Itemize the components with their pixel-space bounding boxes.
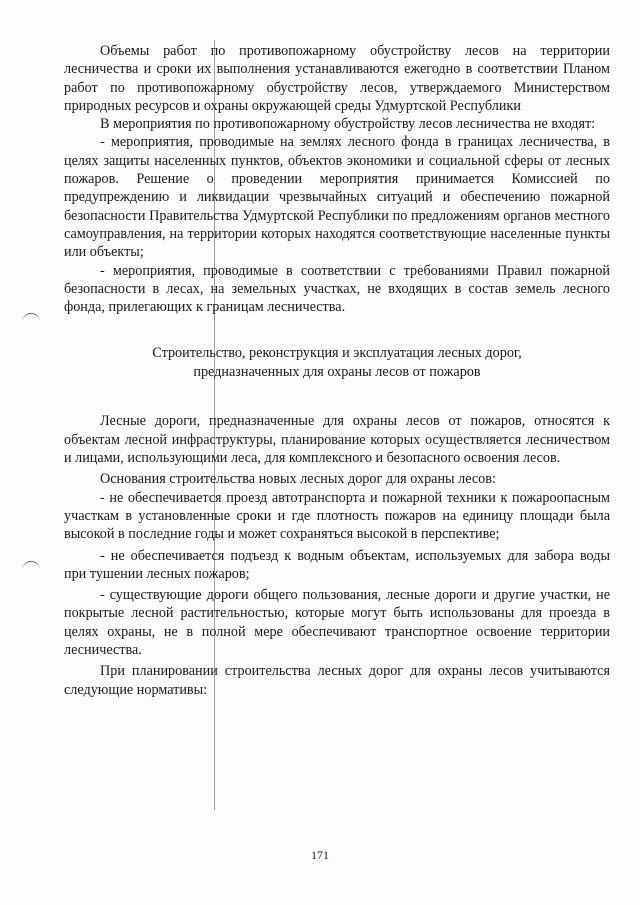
- section-heading-line: Строительство, реконструкция и эксплуатация лесных дорог,: [152, 345, 522, 362]
- list-item: - мероприятия, проводимые в соответствии с требованиями Правил пожарной безопасности в лесах, на земельных участках, не входящих в состав земель лесного фонда, прилегающих к границам лесничества.: [64, 262, 610, 316]
- binder-hole-mark: [22, 561, 40, 572]
- document-body: [64, 42, 610, 699]
- list-item: - не обеспечивается подъезд к водным объектам, используемых для забора воды при тушении лесных пожаров;: [64, 547, 610, 582]
- section-heading-line: предназначенных для охраны лесов от пожаров: [193, 364, 481, 381]
- list-item: - существующие дороги общего пользования, лесные дороги и другие участки, не покрытые лесной растительностью, которые могут быть использованы для проезда в целях охраны, не в полной мере обеспечивают транспортное освоение территории лесничества.: [64, 587, 610, 659]
- list-item: - не обеспечивается проезд автотранспорта и пожарной техники к пожароопасным участкам в установленные сроки и где плотность пожаров на единицу площади была высокой в последние годы и может сохраняться высокой в перспективе;: [64, 489, 610, 543]
- binder-hole-mark: [22, 313, 40, 324]
- paragraph: Лесные дороги, предназначенные для охраны лесов от пожаров, относятся к объектам лесной инфраструктуры, планирование которых осуществляется лесничеством и лицами, использующими леса, для комплексного и безопасного освоения лесов.: [64, 413, 610, 467]
- list-item: - мероприятия, проводимые на землях лесного фонда в границах лесничества, в целях защиты населенных пунктов, объектов экономики и социальной сферы от лесных пожаров. Решение о проведении мероприятия принимается Комиссией по предупреждению и ликвидации чрезвычайных ситуаций и обеспечению пожарной безопасности Правительства Удмуртской Республики по предложениям органов местного самоуправления, на территории которых находятся соответствующие населенные пункты или объекты;: [64, 134, 610, 261]
- section-heading: [64, 344, 610, 382]
- paragraph: Объемы работ по противопожарному обустройству лесов на территории лесничества и сроки их выполнения устанавливаются ежегодно в соответствии Планом работ по противопожарному обустройству лесов, утверждаемого Министерством природных ресурсов и охраны окружающей среды Удмуртской Республики: [64, 43, 610, 114]
- page-number: 171: [311, 848, 329, 862]
- paragraph: Основания строительства новых лесных дорог для охраны лесов:: [100, 471, 496, 488]
- paragraph: В мероприятия по противопожарному обустройству лесов лесничества не входят:: [100, 116, 596, 133]
- paragraph: При планировании строительства лесных дорог для охраны лесов учитываются следующие нормативы:: [64, 663, 610, 698]
